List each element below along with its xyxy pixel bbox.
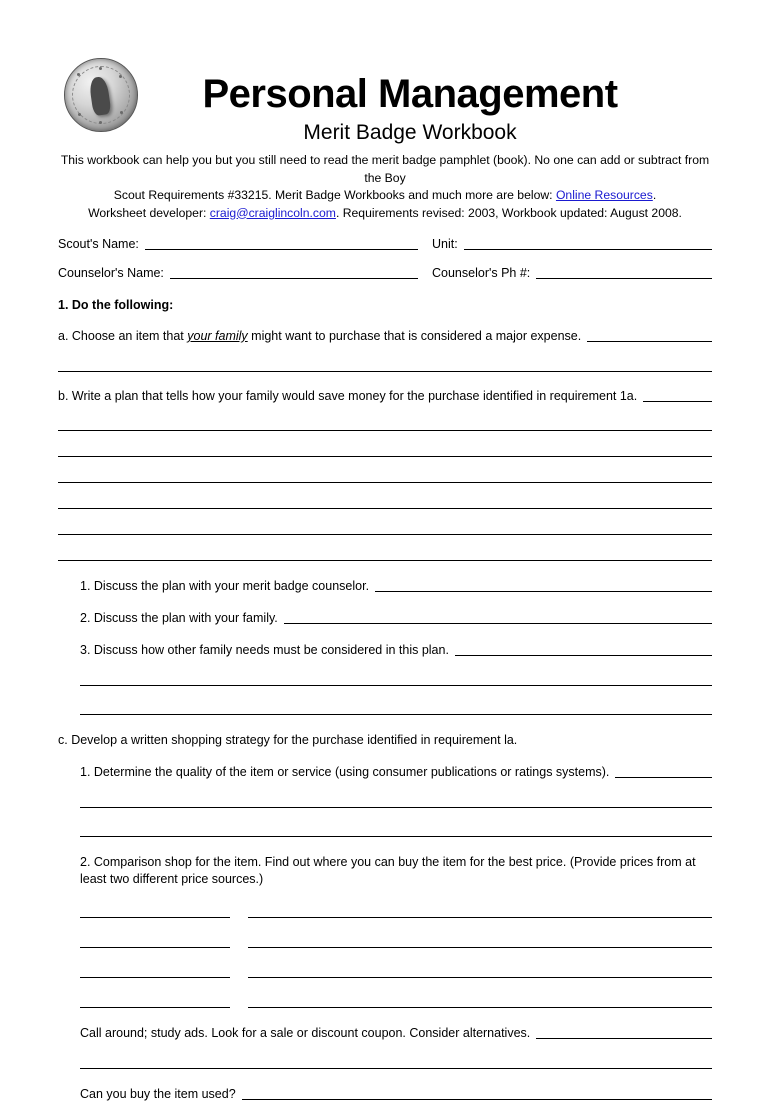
unit-label: Unit: [432,237,458,251]
answer-line[interactable] [58,431,712,457]
requirement-1c-followup-1-extra-line [80,1046,712,1069]
requirement-1a-answer-line[interactable] [587,328,712,342]
answer-line[interactable] [58,509,712,535]
price-source-row [80,932,712,948]
unit-input[interactable] [464,236,712,250]
requirement-1b3-text: 3. Discuss how other family needs must be considered in this plan. [80,643,449,657]
page-subtitle: Merit Badge Workbook [303,121,517,144]
requirement-1b3-extra-lines [80,663,712,715]
requirement-1b1-text: 1. Discuss the plan with your merit badge counselor. [80,579,370,593]
intro-line-3-suffix: . Requirements revised: 2003, Workbook updated: August 2008. [335,205,682,220]
price-source-input[interactable] [80,932,230,948]
price-source-row [80,962,712,978]
answer-line[interactable] [58,483,712,509]
counselor-name-label: Counselor's Name: [58,266,164,280]
requirement-1c2-text: 2. Comparison shop for the item. Find out where you can buy the item for the best price. (Provide prices from at least two different price sources.) [80,855,696,886]
answer-line[interactable] [58,457,712,483]
requirement-1c1-text: 1. Determine the quality of the item or service (using consumer publications or ratings systems). [80,765,610,779]
merit-badge-medallion-icon [64,58,138,132]
scout-name-label: Scout's Name: [58,237,139,251]
document-header [58,48,712,144]
requirement-1a-answer-line-2[interactable] [58,349,712,372]
requirement-1-heading: 1. Do the following: [58,298,174,312]
requirement-1c-followup-1 [80,1025,712,1040]
price-source-row [80,902,712,918]
requirement-1b3 [80,642,712,657]
requirement-1c1 [80,764,712,779]
answer-line[interactable] [80,692,712,715]
requirement-1c1-answer-line[interactable] [615,764,712,778]
requirement-1b-answer-lines [58,405,712,561]
requirement-1c-followup-1-answer-line[interactable] [536,1025,712,1039]
requirement-1c-followup-2 [80,1086,712,1101]
requirement-1a-question [58,328,712,343]
answer-line[interactable] [58,535,712,561]
price-source-row [80,992,712,1008]
requirement-1c1-extra-lines [80,785,712,837]
requirement-1c-question [58,733,712,747]
requirement-1b1 [80,578,712,593]
requirement-1b1-answer-line[interactable] [375,578,712,592]
requirement-1c-followup-2-answer-line[interactable] [242,1086,712,1100]
answer-line[interactable] [58,405,712,431]
intro-text [58,152,712,222]
intro-line-2-prefix: Scout Requirements #33215. Merit Badge Workbooks and much more are below: [113,188,556,202]
counselor-phone-input[interactable] [536,265,712,279]
requirement-1a-emphasis: your family [187,329,248,343]
requirement-1b-answer-line[interactable] [643,388,712,402]
requirement-1c-followup-1-text: Call around; study ads. Look for a sale or discount coupon. Consider alternatives. [80,1026,531,1040]
counselor-phone-label: Counselor's Ph #: [432,266,531,280]
counselor-name-input[interactable] [170,265,418,279]
intro-line-3 [58,205,712,223]
answer-line[interactable] [80,785,712,808]
requirement-1b2-answer-line[interactable] [284,610,712,624]
intro-line-3-prefix: Worksheet developer: [88,205,210,220]
scout-name-input[interactable] [145,236,418,250]
price-source-input[interactable] [80,902,230,918]
price-detail-input[interactable] [248,992,712,1008]
requirement-1c-followup-2-text: Can you buy the item used? [80,1087,236,1101]
price-detail-input[interactable] [248,902,712,918]
answer-line[interactable] [80,814,712,837]
developer-email-link[interactable]: craig@craiglincoln.com [209,205,336,220]
requirement-1b-text: b. Write a plan that tells how your family would save money for the purchase identified in requirement 1a. [58,389,638,403]
counselor-info-row [58,265,712,280]
price-detail-input[interactable] [248,962,712,978]
scout-info-row [58,236,712,251]
page-content [58,48,712,1101]
intro-line-1: This workbook can help you but you still need to read the merit badge pamphlet (book). No one can add or subtract from the Boy [60,153,710,185]
requirement-1b-question [58,388,712,403]
intro-line-2 [58,187,712,205]
answer-line[interactable] [80,663,712,686]
price-source-input[interactable] [80,962,230,978]
requirement-1b2-text: 2. Discuss the plan with your family. [80,611,278,625]
page-title: Personal Management [202,72,618,116]
answer-line[interactable] [80,1046,712,1069]
requirement-1b2 [80,610,712,625]
price-detail-input[interactable] [248,932,712,948]
intro-line-2-suffix: . [652,188,657,202]
requirement-1b3-answer-line[interactable] [455,642,712,656]
requirement-1a-text: a. Choose an item that your family might want to purchase that is considered a major expense. [58,329,582,343]
requirement-1c-text: c. Develop a written shopping strategy for the purchase identified in requirement la. [58,733,518,747]
price-source-input[interactable] [80,992,230,1008]
online-resources-link[interactable]: Online Resources [555,188,653,202]
